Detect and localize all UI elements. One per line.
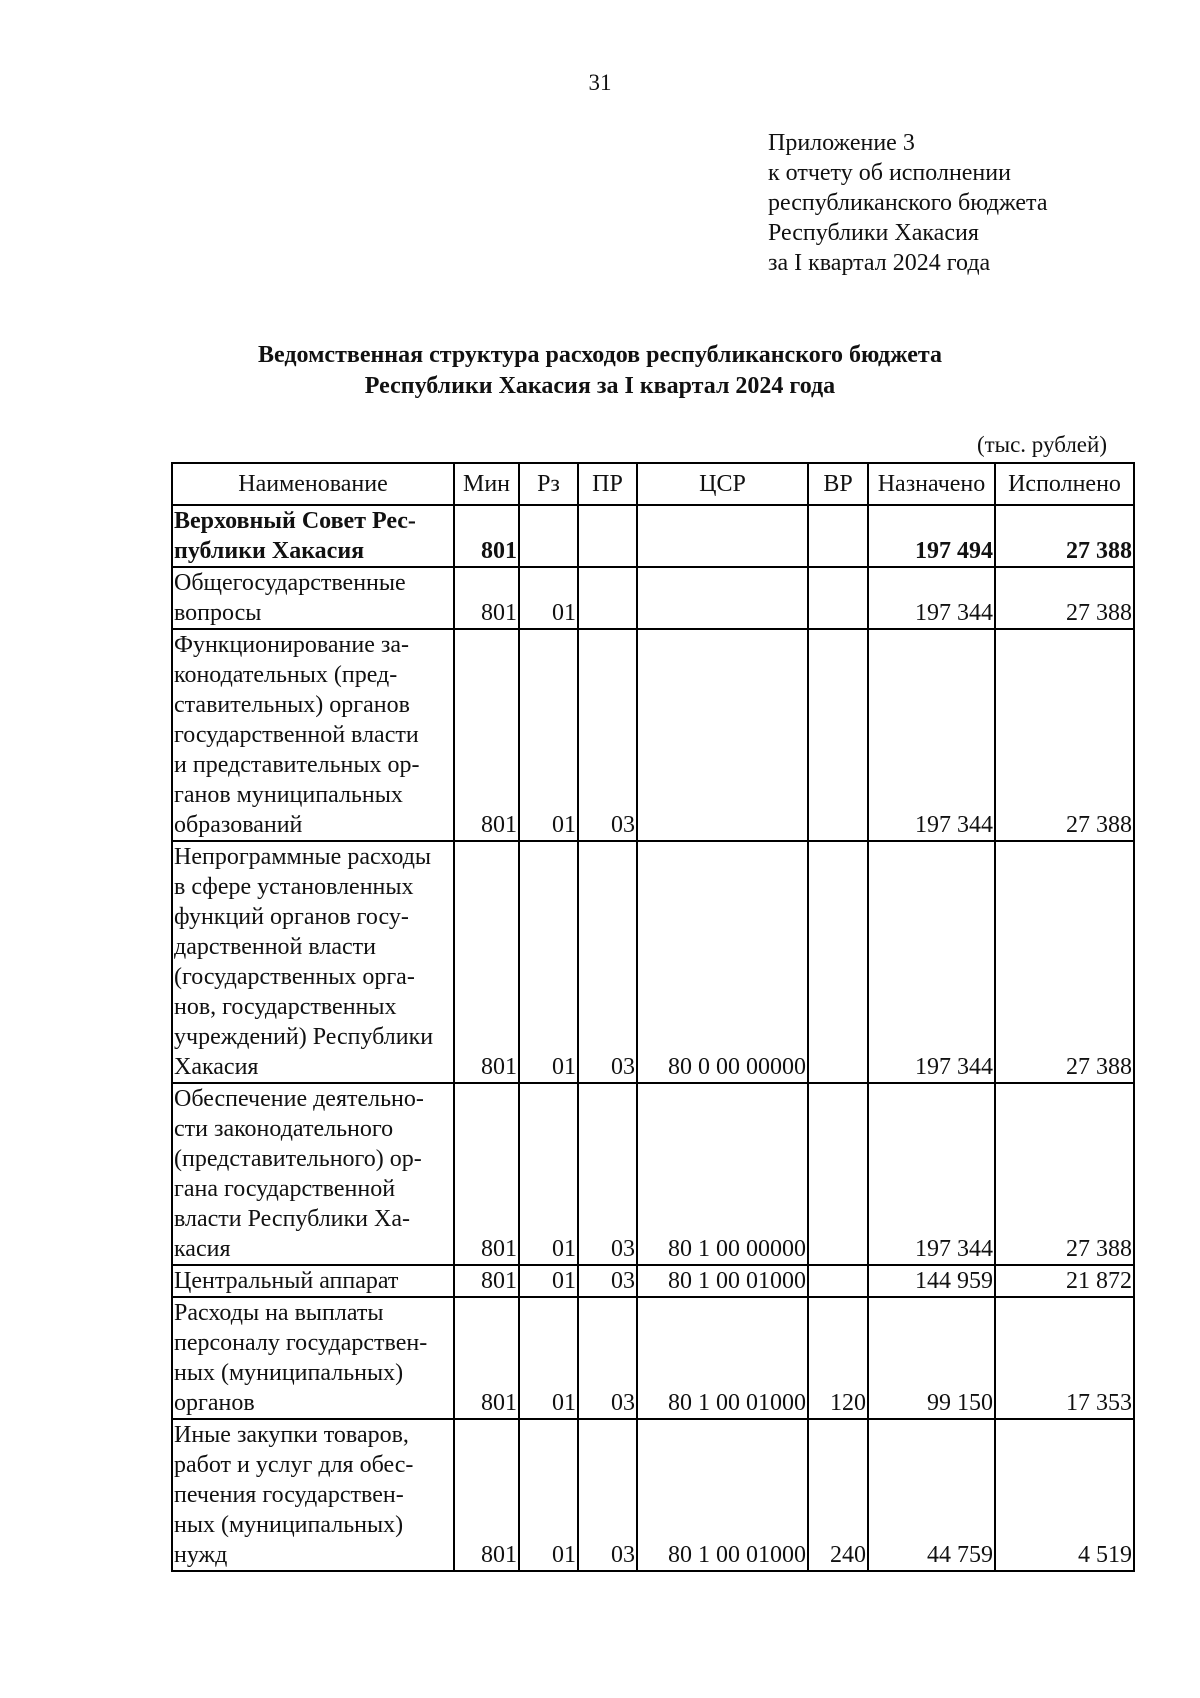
cell-rz: 01 <box>519 1419 578 1571</box>
cell-min: 801 <box>454 629 519 841</box>
document-title <box>0 340 1200 402</box>
appendix-line: за I квартал 2024 года <box>768 250 991 276</box>
page-number: 31 <box>588 70 612 95</box>
table-body <box>172 505 1134 1571</box>
cell-vr: 240 <box>808 1419 868 1571</box>
header-assigned: Назначено <box>868 463 995 505</box>
cell-name-line: государственной власти <box>174 722 419 748</box>
cell-name <box>172 1297 454 1419</box>
appendix-line: к отчету об исполнении <box>768 160 1011 186</box>
cell-name-line: образований <box>174 812 303 838</box>
cell-assigned: 197 344 <box>868 841 995 1083</box>
cell-executed: 27 388 <box>995 1083 1134 1265</box>
cell-min: 801 <box>454 1419 519 1571</box>
cell-name-line: функций органов госу- <box>174 904 409 930</box>
cell-name-line: гана государственной <box>174 1176 396 1202</box>
cell-executed: 27 388 <box>995 841 1134 1083</box>
table-row <box>172 1265 1134 1297</box>
cell-name-line: ных (муниципальных) <box>174 1360 404 1386</box>
cell-name-line: органов <box>174 1390 255 1416</box>
cell-name-line: Непрограммные расходы <box>174 844 432 870</box>
cell-name-line: Общегосударственные <box>174 570 406 596</box>
header-pr: ПР <box>578 463 637 505</box>
cell-name <box>172 1419 454 1571</box>
cell-name-line: Хакасия <box>174 1054 259 1080</box>
cell-assigned: 197 344 <box>868 567 995 629</box>
cell-rz <box>519 505 578 567</box>
cell-min: 801 <box>454 1265 519 1297</box>
cell-name-line: Иные закупки товаров, <box>174 1422 409 1448</box>
cell-name-line: сти законодательного <box>174 1116 394 1142</box>
cell-name <box>172 1265 454 1297</box>
cell-rz: 01 <box>519 841 578 1083</box>
table-row <box>172 1083 1134 1265</box>
cell-name-line: нужд <box>174 1542 228 1568</box>
cell-executed: 17 353 <box>995 1297 1134 1419</box>
cell-vr <box>808 1265 868 1297</box>
appendix-note <box>768 128 1047 278</box>
cell-name-line: и представительных ор- <box>174 752 420 778</box>
cell-assigned: 99 150 <box>868 1297 995 1419</box>
cell-vr <box>808 629 868 841</box>
cell-pr: 03 <box>578 1297 637 1419</box>
cell-csr: 80 1 00 00000 <box>637 1083 808 1265</box>
cell-pr: 03 <box>578 1265 637 1297</box>
cell-executed: 21 872 <box>995 1265 1134 1297</box>
cell-vr: 120 <box>808 1297 868 1419</box>
cell-min: 801 <box>454 567 519 629</box>
cell-name-line: (государственных орга- <box>174 964 415 990</box>
cell-name-line: персоналу государствен- <box>174 1330 428 1356</box>
cell-name-line: Расходы на выплаты <box>174 1300 384 1326</box>
cell-min: 801 <box>454 1297 519 1419</box>
title-line: Ведомственная структура расходов республиканского бюджета <box>258 342 942 368</box>
cell-pr: 03 <box>578 1083 637 1265</box>
cell-rz: 01 <box>519 567 578 629</box>
cell-assigned: 197 344 <box>868 1083 995 1265</box>
cell-csr <box>637 629 808 841</box>
cell-name-line: работ и услуг для обес- <box>174 1452 414 1478</box>
cell-csr <box>637 505 808 567</box>
cell-pr <box>578 505 637 567</box>
cell-name <box>172 1083 454 1265</box>
appendix-line: Приложение 3 <box>768 130 915 156</box>
cell-name-line: вопросы <box>174 600 262 626</box>
cell-executed: 27 388 <box>995 505 1134 567</box>
cell-name <box>172 841 454 1083</box>
cell-name-line: конодательных (пред- <box>174 662 398 688</box>
cell-csr: 80 1 00 01000 <box>637 1297 808 1419</box>
cell-vr <box>808 1083 868 1265</box>
header-min: Мин <box>454 463 519 505</box>
cell-name-line: Центральный аппарат <box>174 1268 399 1294</box>
units-note: (тыс. рублей) <box>976 432 1107 457</box>
cell-assigned: 44 759 <box>868 1419 995 1571</box>
table-row <box>172 1297 1134 1419</box>
cell-assigned: 197 344 <box>868 629 995 841</box>
cell-assigned: 197 494 <box>868 505 995 567</box>
table-row <box>172 841 1134 1083</box>
cell-vr <box>808 567 868 629</box>
table-row <box>172 629 1134 841</box>
header-rz: Рз <box>519 463 578 505</box>
cell-name-line: печения государствен- <box>174 1482 404 1508</box>
header-name: Наименование <box>172 463 454 505</box>
cell-name <box>172 567 454 629</box>
cell-min: 801 <box>454 505 519 567</box>
cell-rz: 01 <box>519 1083 578 1265</box>
table-row <box>172 567 1134 629</box>
cell-name-line: ставительных) органов <box>174 692 410 718</box>
cell-rz: 01 <box>519 629 578 841</box>
cell-name-line: касия <box>174 1236 231 1262</box>
table-header-row <box>172 463 1134 505</box>
cell-min: 801 <box>454 841 519 1083</box>
cell-name-line: ных (муниципальных) <box>174 1512 404 1538</box>
cell-name-line: в сфере установленных <box>174 874 414 900</box>
cell-rz: 01 <box>519 1265 578 1297</box>
table-row <box>172 1419 1134 1571</box>
header-vr: ВР <box>808 463 868 505</box>
cell-name-line: Функционирование за- <box>174 632 409 658</box>
cell-pr: 03 <box>578 629 637 841</box>
cell-executed: 27 388 <box>995 629 1134 841</box>
cell-name-line: нов, государственных <box>174 994 397 1020</box>
cell-vr <box>808 841 868 1083</box>
cell-name-line: Верховный Совет Рес- <box>174 508 416 534</box>
cell-executed: 4 519 <box>995 1419 1134 1571</box>
cell-name-line: ганов муниципальных <box>174 782 403 808</box>
appendix-line: Республики Хакасия <box>768 220 979 246</box>
header-executed: Исполнено <box>995 463 1134 505</box>
appendix-line: республиканского бюджета <box>768 190 1048 216</box>
cell-csr: 80 1 00 01000 <box>637 1265 808 1297</box>
cell-pr <box>578 567 637 629</box>
cell-name-line: власти Республики Ха- <box>174 1206 411 1232</box>
cell-name <box>172 629 454 841</box>
cell-executed: 27 388 <box>995 567 1134 629</box>
cell-name-line: дарственной власти <box>174 934 377 960</box>
cell-name <box>172 505 454 567</box>
header-csr: ЦСР <box>637 463 808 505</box>
cell-assigned: 144 959 <box>868 1265 995 1297</box>
cell-name-line: Обеспечение деятельно- <box>174 1086 424 1112</box>
cell-pr: 03 <box>578 841 637 1083</box>
table-row <box>172 505 1134 567</box>
cell-pr: 03 <box>578 1419 637 1571</box>
cell-min: 801 <box>454 1083 519 1265</box>
cell-csr <box>637 567 808 629</box>
cell-name-line: (представительного) ор- <box>174 1146 422 1172</box>
cell-rz: 01 <box>519 1297 578 1419</box>
cell-name-line: публики Хакасия <box>174 538 365 564</box>
title-line: Республики Хакасия за I квартал 2024 года <box>364 373 836 399</box>
cell-vr <box>808 505 868 567</box>
cell-csr: 80 0 00 00000 <box>637 841 808 1083</box>
budget-table <box>171 462 1135 1572</box>
cell-csr: 80 1 00 01000 <box>637 1419 808 1571</box>
cell-name-line: учреждений) Республики <box>174 1024 434 1050</box>
